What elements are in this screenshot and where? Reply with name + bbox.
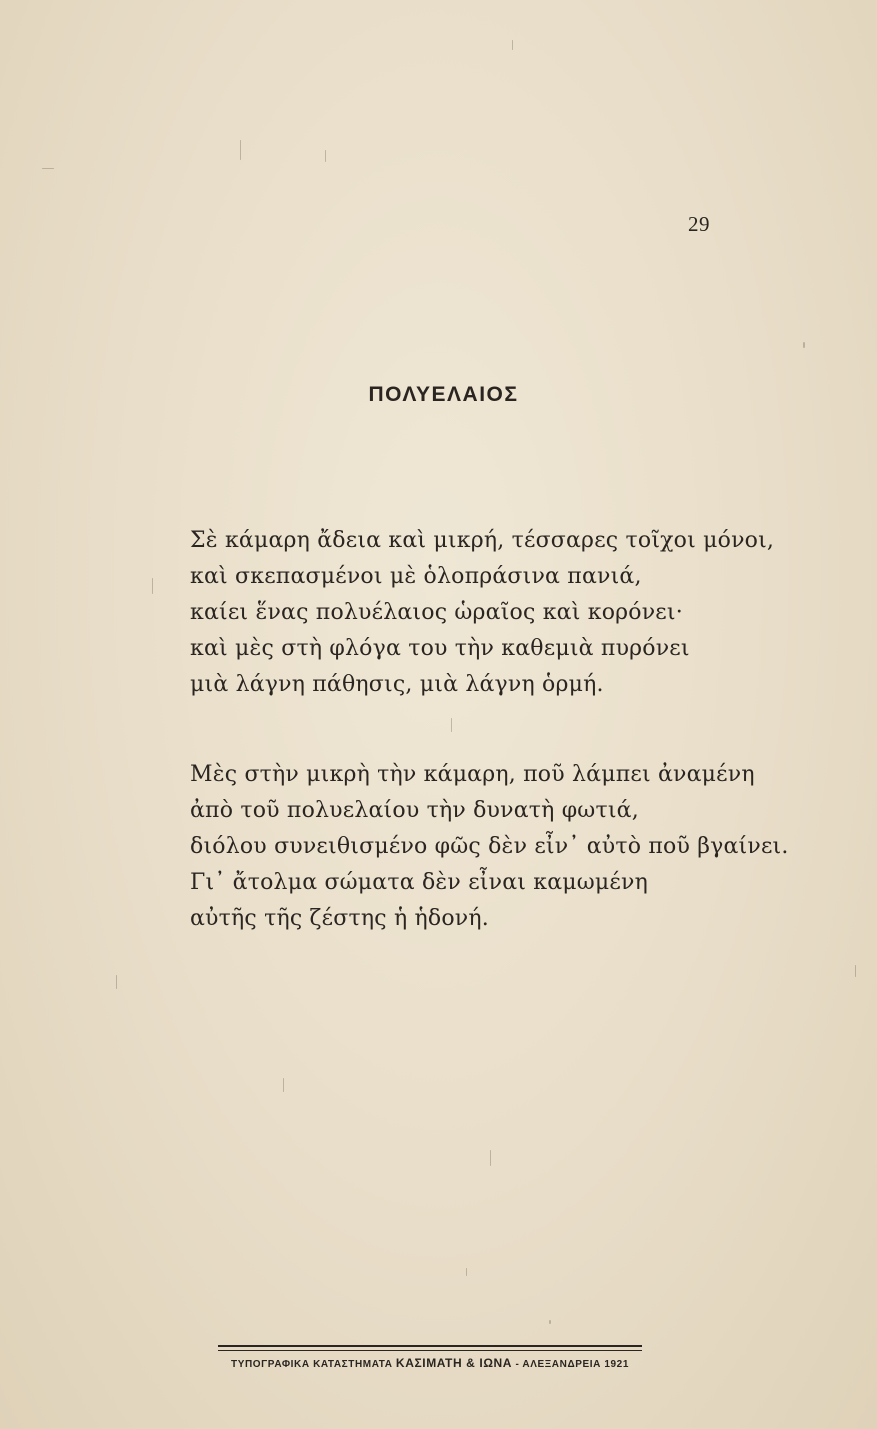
poem-title: ΠΟΛΥΕΛΑΙΟΣ [368, 383, 519, 406]
printer-colophon [200, 1356, 660, 1370]
paper-speck [116, 975, 117, 989]
paper-speck [549, 1320, 551, 1324]
paper-speck [490, 1150, 491, 1166]
verse-line: καὶ μὲς στὴ φλόγα του τὴν καθεμιὰ πυρόνει [190, 636, 690, 661]
stanza-2 [190, 757, 789, 937]
footer-rule-thin [218, 1350, 642, 1351]
colophon-printer: ΤΥΠΟΓΡΑΦΙΚΑ ΚΑΤΑΣΤΗΜΑΤΑ [231, 1359, 393, 1370]
verse-line: αὐτῆς τῆς ζέστης ἡ ἡδονή. [190, 906, 489, 931]
stanza-1 [190, 523, 775, 703]
verse-line: Σὲ κάμαρη ἄδεια καὶ μικρή, τέσσαρες τοῖχοι μόνοι, [190, 528, 775, 553]
colophon-firm: ΚΑΣΙΜΑΤΗ & ΙΩΝΑ [395, 1356, 513, 1370]
footer-rule [218, 1345, 642, 1347]
paper-speck [240, 140, 241, 160]
paper-speck [803, 342, 805, 348]
verse-line: Γι᾽ ἄτολμα σώματα δὲν εἶναι καμωμένη [190, 870, 648, 895]
colophon-place-year: - ΑΛΕΞΑΝΔΡΕΙΑ 1921 [515, 1359, 629, 1370]
verse-line: ἀπὸ τοῦ πολυελαίου τὴν δυνατὴ φωτιά, [190, 798, 639, 823]
paper-speck [451, 718, 452, 732]
paper-speck [152, 578, 153, 594]
paper-speck [466, 1268, 467, 1276]
page-number: 29 [688, 212, 710, 236]
paper-speck [283, 1078, 284, 1092]
paper-speck [855, 965, 856, 977]
verse-line: καὶ σκεπασμένοι μὲ ὁλοπράσινα πανιά, [190, 564, 642, 589]
verse-line: μιὰ λάγνη πάθησις, μιὰ λάγνη ὁρμή. [190, 672, 604, 697]
paper-speck [512, 40, 513, 50]
verse-line: καίει ἕνας πολυέλαιος ὡραῖος καὶ κορόνει· [190, 600, 683, 625]
verse-line: διόλου συνειθισμένο φῶς δὲν εἶν᾽ αὐτὸ ποῦ βγαίνει. [190, 834, 789, 859]
paper-speck [325, 150, 326, 162]
verse-line: Μὲς στὴν μικρὴ τὴν κάμαρη, ποῦ λάμπει ἀναμένη [190, 762, 755, 787]
paper-speck [42, 168, 54, 169]
